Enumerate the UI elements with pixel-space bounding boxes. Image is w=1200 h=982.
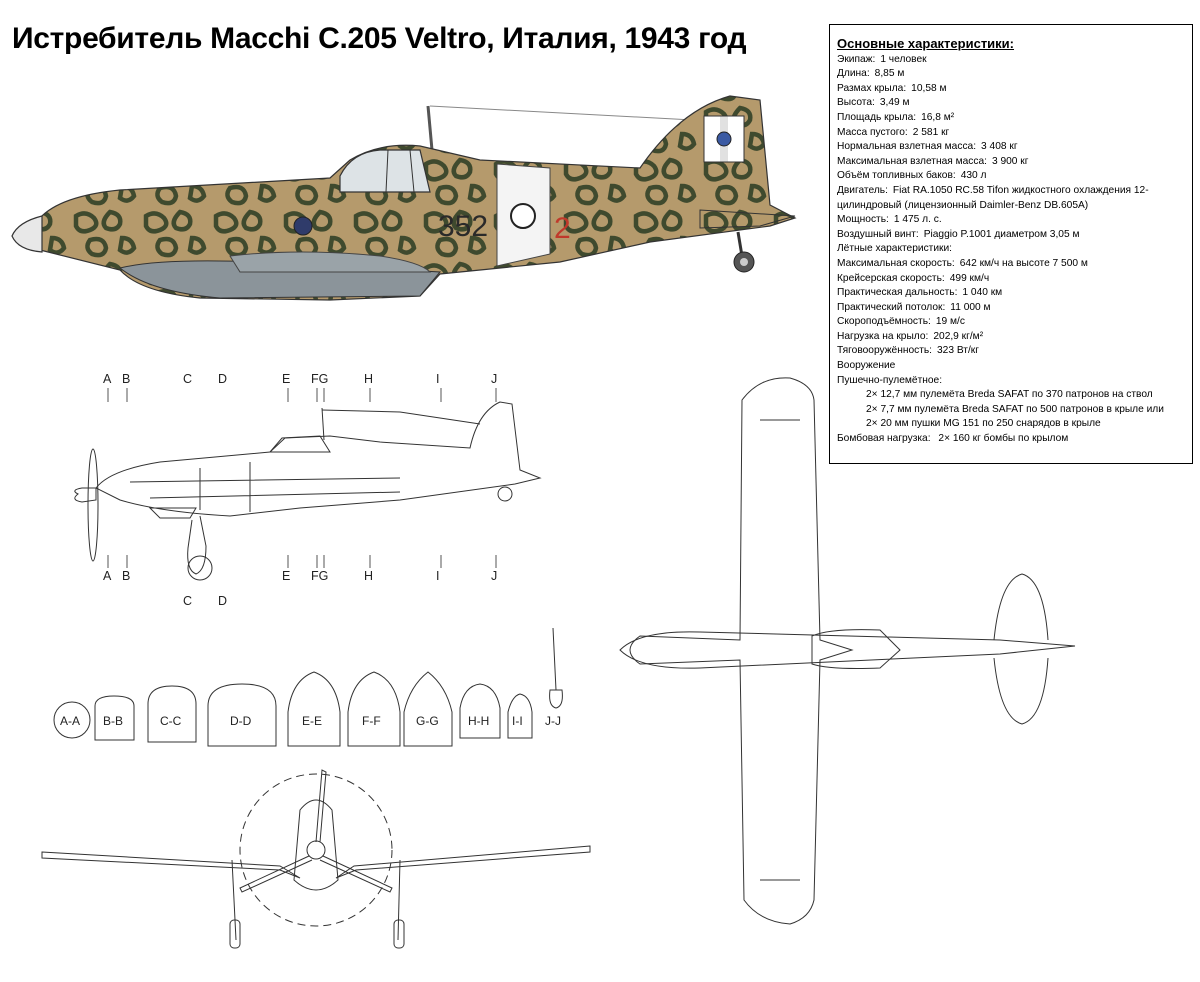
- section-label: B-B: [103, 714, 124, 728]
- front-view: [42, 770, 590, 948]
- landing-gear-front: [232, 860, 400, 940]
- spinner-outline: [75, 488, 96, 502]
- spec-value: 1 475 л. с.: [893, 214, 942, 226]
- spec-key: Крейсерская скорость:: [837, 272, 945, 284]
- fuselage-outline: [96, 402, 540, 516]
- spec-value: 323 Вт/кг: [937, 345, 979, 357]
- spec-value: 499 км/ч: [949, 272, 990, 284]
- spec-key: Мощность:: [837, 214, 889, 226]
- spec-key: Высота:: [837, 97, 875, 109]
- section-label: I-I: [512, 714, 523, 728]
- station-labels: [103, 372, 497, 608]
- station-label: A: [103, 372, 112, 386]
- spec-value: 1 040 км: [962, 287, 1003, 299]
- spec-key: Нормальная взлетная масса:: [837, 141, 977, 153]
- spec-value: 3 408 кг: [981, 141, 1018, 153]
- section-label: D-D: [230, 714, 252, 728]
- tail-wheel-outline: [498, 487, 512, 501]
- tailplane-port: [994, 574, 1048, 640]
- section-labels: [60, 714, 561, 728]
- station-label: B: [122, 569, 131, 583]
- spec-value: 16,8 м²: [921, 111, 955, 123]
- top-view: [620, 378, 1075, 924]
- specs-header: Основные характеристики:: [837, 36, 1015, 51]
- section-f-f: [348, 672, 400, 746]
- spinner: [12, 216, 42, 252]
- tailplane-starboard: [994, 658, 1048, 724]
- section-label: A-A: [60, 714, 81, 728]
- spec-key: Длина:: [837, 68, 870, 80]
- propeller-disc: [240, 774, 392, 926]
- prop-blade: [320, 856, 392, 892]
- spec-value: 11 000 м: [950, 301, 991, 313]
- fasces-badge-icon: [294, 217, 312, 235]
- section-label: C-C: [160, 714, 182, 728]
- spec-key: Тяговооружённость:: [837, 345, 933, 357]
- spec-key: Экипаж:: [837, 53, 876, 65]
- fuselage-code: 2: [554, 212, 571, 245]
- spec-value: 642 км/ч на высоте 7 500 м: [959, 257, 1088, 269]
- section-label: G-G: [416, 714, 439, 728]
- station-label: I: [436, 569, 440, 583]
- main-gear-outline: [188, 516, 206, 574]
- spec-value: 3,49 м: [879, 97, 910, 109]
- section-label: J-J: [545, 714, 561, 728]
- color-side-profile: [12, 96, 795, 300]
- cross-sections: [54, 628, 562, 746]
- spec-value: 2× 160 кг бомбы по крылом: [938, 433, 1069, 445]
- squadron-emblem-icon: [511, 204, 535, 228]
- station-label: E: [282, 569, 291, 583]
- armament-item: 2× 20 мм пушки MG 151 по 250 снарядов в крыле: [866, 418, 1101, 430]
- propeller: [88, 449, 98, 561]
- station-label: D: [218, 372, 228, 386]
- spec-key: Вооружение: [837, 360, 896, 372]
- spec-key: Масса пустого:: [837, 126, 908, 138]
- spec-value: Piaggio P.1001 диаметром 3,05 м: [923, 228, 1080, 240]
- section-label: F-F: [362, 714, 381, 728]
- section-label: E-E: [302, 714, 323, 728]
- spec-key: Двигатель:: [837, 184, 888, 196]
- line-side-view: [75, 402, 540, 580]
- section-j-j: [550, 628, 563, 708]
- armament-item: 2× 7,7 мм пулемёта Breda SAFAT по 500 патронов в крыле или: [866, 403, 1164, 415]
- spec-key: Практический потолок:: [837, 301, 946, 313]
- spec-value: 2 581 кг: [912, 126, 950, 138]
- starboard-wing: [336, 846, 590, 878]
- station-label: E: [282, 372, 291, 386]
- page-title: Истребитель Macchi C.205 Veltro, Италия, 1943 год: [12, 22, 747, 55]
- prop-blade: [316, 770, 326, 842]
- spec-value: 10,58 м: [911, 82, 947, 94]
- station-label: D: [218, 594, 228, 608]
- spec-key: Скороподъёмность:: [837, 316, 931, 328]
- station-label: H: [364, 569, 374, 583]
- station-label: FG: [311, 569, 329, 583]
- fuselage-front: [294, 800, 338, 890]
- station-label: C: [183, 372, 193, 386]
- spec-key: Максимальная взлетная масса:: [837, 155, 987, 167]
- spec-value: 1 человек: [880, 53, 927, 65]
- armament-item: 2× 12,7 мм пулемёта Breda SAFAT по 370 патронов на ствол: [866, 389, 1153, 401]
- savoy-shield-icon: [717, 132, 731, 146]
- spec-value: 430 л: [960, 170, 987, 182]
- spec-key: Размах крыла:: [837, 82, 907, 94]
- port-wing: [42, 852, 300, 878]
- canopy: [340, 150, 430, 192]
- station-label: H: [364, 372, 374, 386]
- spec-key: Площадь крыла:: [837, 111, 917, 123]
- station-label: C: [183, 594, 193, 608]
- station-label: B: [122, 372, 131, 386]
- station-label: J: [491, 372, 498, 386]
- spec-key: Нагрузка на крыло:: [837, 330, 929, 342]
- antenna-mast: [428, 106, 432, 150]
- station-label: A: [103, 569, 112, 583]
- fuselage-number: 352: [438, 210, 489, 243]
- antenna-line: [322, 410, 480, 424]
- spec-value: 8,85 м: [874, 68, 905, 80]
- spec-value: 3 900 кг: [991, 155, 1029, 167]
- spec-key: Объём топливных баков:: [837, 170, 956, 182]
- prop-blade: [240, 856, 312, 892]
- spec-key: Бомбовая нагрузка:: [837, 433, 931, 445]
- spec-value: 19 м/с: [935, 316, 965, 328]
- section-e-e: [288, 672, 340, 746]
- spec-value: 202,9 кг/м²: [933, 330, 984, 342]
- spec-key: Максимальная скорость:: [837, 257, 955, 269]
- spec-value: Fiat RA.1050 RC.58 Tifon жидкостного охлаждения 12-цилиндровый (лицензионный Daimler-Benz DB.605A): [837, 184, 1149, 211]
- hub-icon: [307, 841, 325, 859]
- station-label: J: [491, 569, 498, 583]
- wing-planform: [630, 378, 852, 924]
- section-h-h: [460, 684, 500, 738]
- station-ticks: [108, 388, 496, 568]
- section-g-g: [404, 672, 452, 746]
- fuselage-top: [620, 632, 1075, 668]
- station-label: FG: [311, 372, 329, 386]
- station-label: I: [436, 372, 440, 386]
- spec-key: Практическая дальность:: [837, 287, 958, 299]
- section-label: H-H: [468, 714, 490, 728]
- spec-key: Воздушный винт:: [837, 228, 919, 240]
- spec-key: Лётные характеристики:: [837, 243, 953, 255]
- spec-key: Пушечно-пулемётное:: [837, 374, 943, 386]
